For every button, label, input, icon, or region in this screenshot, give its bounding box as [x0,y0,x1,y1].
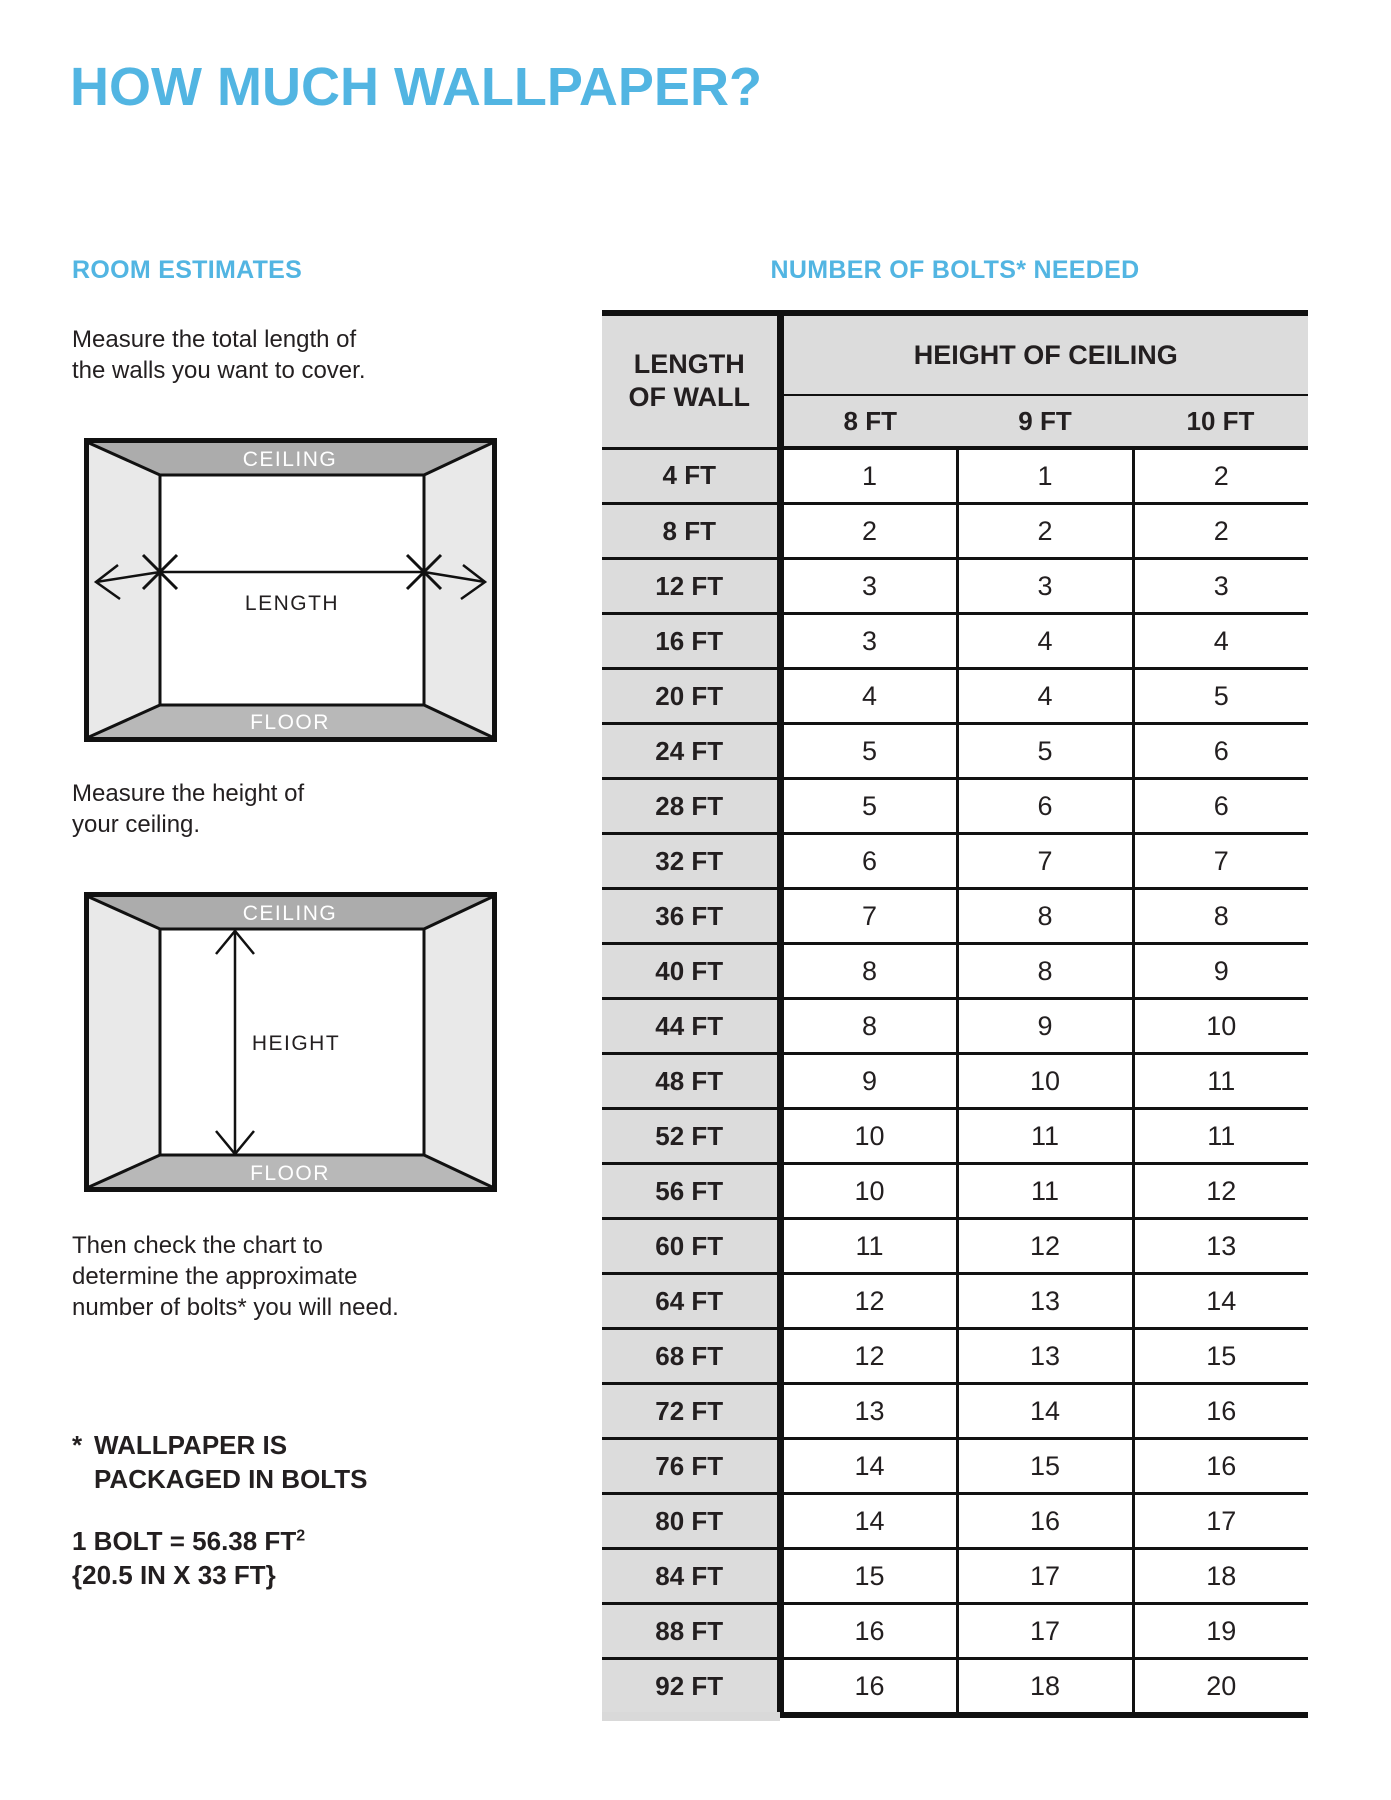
bolts-10ft-cell: 3 [1133,559,1308,614]
bolts-10ft-cell: 13 [1133,1219,1308,1274]
wall-length-label: 92 FT [602,1659,780,1716]
wall-length-label: 64 FT [602,1274,780,1329]
footnote-line1: WALLPAPER IS [94,1430,288,1460]
wall-length-label: 84 FT [602,1549,780,1604]
bolts-8ft-cell: 8 [780,944,957,999]
page-title: HOW MUCH WALLPAPER? [70,57,762,117]
col-header-8ft: 8 FT [780,395,957,448]
height-room-diagram [84,892,497,1192]
bolts-8ft-cell: 10 [780,1164,957,1219]
bolts-9ft-cell: 5 [957,724,1133,779]
bolts-10ft-cell: 6 [1133,779,1308,834]
step2-text [72,778,304,840]
bolts-table [602,310,1308,1718]
bolts-10ft-cell: 12 [1133,1164,1308,1219]
wall-length-label: 68 FT [602,1329,780,1384]
wall-length-label: 32 FT [602,834,780,889]
table-row [602,724,1308,779]
bolts-8ft-cell: 12 [780,1329,957,1384]
step3-line3: number of bolts* you will need. [72,1294,399,1321]
wall-length-label: 36 FT [602,889,780,944]
table-row [602,559,1308,614]
bolts-9ft-cell: 15 [957,1439,1133,1494]
table-row [602,448,1308,504]
wall-length-label: 60 FT [602,1219,780,1274]
col-header-10ft: 10 FT [1133,395,1308,448]
table-row [602,1659,1308,1716]
wall-length-label: 40 FT [602,944,780,999]
bolt-info [72,1524,305,1592]
bolts-9ft-cell: 10 [957,1054,1133,1109]
footnote-line2: PACKAGED IN BOLTS [94,1464,368,1494]
bolts-9ft-cell: 12 [957,1219,1133,1274]
bolts-10ft-cell: 5 [1133,669,1308,724]
table-row [602,779,1308,834]
col-header-9ft: 9 FT [957,395,1133,448]
bolts-10ft-cell: 7 [1133,834,1308,889]
bolts-8ft-cell: 1 [780,448,957,504]
bolts-8ft-cell: 6 [780,834,957,889]
ceiling-label: CEILING [242,902,338,925]
bolts-8ft-cell: 13 [780,1384,957,1439]
bolt-dimensions: {20.5 IN X 33 FT} [72,1560,276,1590]
bolts-9ft-cell: 4 [957,614,1133,669]
bolt-equation [72,1524,305,1558]
bolts-10ft-cell: 16 [1133,1384,1308,1439]
bolts-10ft-cell: 15 [1133,1329,1308,1384]
bolts-9ft-cell: 2 [957,504,1133,559]
wall-length-label: 48 FT [602,1054,780,1109]
wall-length-label: 16 FT [602,614,780,669]
table-row [602,944,1308,999]
floor-label: FLOOR [250,1162,330,1185]
table-row [602,1494,1308,1549]
bolts-9ft-cell: 11 [957,1109,1133,1164]
row-axis-header [602,313,780,448]
bolts-8ft-cell: 9 [780,1054,957,1109]
table-row [602,614,1308,669]
bolts-10ft-cell: 14 [1133,1274,1308,1329]
bolts-10ft-cell: 17 [1133,1494,1308,1549]
bolts-8ft-cell: 3 [780,614,957,669]
length-dimension-label: LENGTH [244,592,340,615]
bolts-9ft-cell: 17 [957,1549,1133,1604]
table-row [602,1164,1308,1219]
bolts-table-container [602,310,1308,1718]
table-row [602,889,1308,944]
table-row [602,1604,1308,1659]
bolts-9ft-cell: 6 [957,779,1133,834]
bolts-table-body [602,448,1308,1715]
bolts-9ft-cell: 18 [957,1659,1133,1716]
bolts-8ft-cell: 8 [780,999,957,1054]
bolts-10ft-cell: 11 [1133,1109,1308,1164]
bolts-10ft-cell: 10 [1133,999,1308,1054]
table-row [602,1109,1308,1164]
step2-line1: Measure the height of [72,780,305,807]
bolts-10ft-cell: 8 [1133,889,1308,944]
bolts-8ft-cell: 2 [780,504,957,559]
table-row [602,834,1308,889]
bolts-8ft-cell: 5 [780,779,957,834]
bolts-table-heading: NUMBER OF BOLTS* NEEDED [770,256,1140,284]
bolts-10ft-cell: 6 [1133,724,1308,779]
footnote-asterisk: * [72,1430,83,1460]
bolt-equation-exponent: 2 [296,1527,306,1545]
table-row [602,1439,1308,1494]
bolts-9ft-cell: 8 [957,944,1133,999]
left-wall-plane [89,897,160,1187]
wall-length-label: 28 FT [602,779,780,834]
bolts-9ft-cell: 8 [957,889,1133,944]
row-axis-line2: OF WALL [628,382,750,413]
bolts-10ft-cell: 19 [1133,1604,1308,1659]
step2-line2: your ceiling. [72,811,201,838]
bolts-9ft-cell: 7 [957,834,1133,889]
length-room-diagram [84,438,497,742]
wall-length-label: 56 FT [602,1164,780,1219]
wall-length-label: 8 FT [602,504,780,559]
bolts-10ft-cell: 2 [1133,448,1308,504]
bolts-9ft-cell: 11 [957,1164,1133,1219]
bolts-8ft-cell: 4 [780,669,957,724]
bolts-10ft-cell: 11 [1133,1054,1308,1109]
bolts-8ft-cell: 3 [780,559,957,614]
wall-length-label: 72 FT [602,1384,780,1439]
room-estimates-heading: ROOM ESTIMATES [72,256,303,284]
bolt-equation-base: 1 BOLT = 56.38 FT [72,1526,297,1556]
bolts-9ft-cell: 13 [957,1274,1133,1329]
bolts-10ft-cell: 9 [1133,944,1308,999]
height-dimension-label: HEIGHT [251,1032,341,1055]
bolts-8ft-cell: 12 [780,1274,957,1329]
bolts-9ft-cell: 1 [957,448,1133,504]
table-row [602,1549,1308,1604]
table-row [602,1219,1308,1274]
wall-length-label: 4 FT [602,448,780,504]
table-footer-strip [602,1712,780,1721]
bolts-8ft-cell: 16 [780,1604,957,1659]
bolts-10ft-cell: 16 [1133,1439,1308,1494]
bolts-8ft-cell: 14 [780,1494,957,1549]
bolts-9ft-cell: 14 [957,1384,1133,1439]
floor-label: FLOOR [250,711,330,734]
col-axis-header: HEIGHT OF CEILING [780,313,1308,395]
bolts-8ft-cell: 5 [780,724,957,779]
back-wall [160,475,424,705]
bolts-10ft-cell: 2 [1133,504,1308,559]
wallpaper-footnote [72,1428,367,1496]
wall-length-label: 88 FT [602,1604,780,1659]
wall-length-label: 52 FT [602,1109,780,1164]
height-room-diagram-svg [84,892,497,1192]
bolts-10ft-cell: 4 [1133,614,1308,669]
table-row [602,1054,1308,1109]
bolts-9ft-cell: 3 [957,559,1133,614]
table-row [602,1329,1308,1384]
step1-text [72,324,365,386]
step1-line1: Measure the total length of [72,326,357,353]
bolts-8ft-cell: 7 [780,889,957,944]
table-row [602,504,1308,559]
wall-length-label: 24 FT [602,724,780,779]
bolts-10ft-cell: 20 [1133,1659,1308,1716]
step3-line1: Then check the chart to [72,1232,323,1259]
bolts-8ft-cell: 14 [780,1439,957,1494]
bolts-9ft-cell: 9 [957,999,1133,1054]
ceiling-label: CEILING [242,448,338,471]
bolts-9ft-cell: 16 [957,1494,1133,1549]
bolts-8ft-cell: 11 [780,1219,957,1274]
row-axis-line1: LENGTH [633,349,745,380]
step1-line2: the walls you want to cover. [72,357,366,384]
step3-text [72,1230,399,1323]
right-wall-plane [424,443,492,737]
length-room-diagram-svg [84,438,497,742]
wall-length-label: 12 FT [602,559,780,614]
bolts-10ft-cell: 18 [1133,1549,1308,1604]
table-row [602,999,1308,1054]
step3-line2: determine the approximate [72,1263,358,1290]
bolts-8ft-cell: 15 [780,1549,957,1604]
bolts-9ft-cell: 4 [957,669,1133,724]
bolts-8ft-cell: 16 [780,1659,957,1716]
right-wall-plane [424,897,492,1187]
wall-length-label: 44 FT [602,999,780,1054]
bolts-9ft-cell: 17 [957,1604,1133,1659]
bolts-8ft-cell: 10 [780,1109,957,1164]
bolts-9ft-cell: 13 [957,1329,1133,1384]
left-wall-plane [89,443,160,737]
wall-length-label: 76 FT [602,1439,780,1494]
table-row [602,1274,1308,1329]
table-row [602,669,1308,724]
wall-length-label: 20 FT [602,669,780,724]
table-row [602,1384,1308,1439]
wall-length-label: 80 FT [602,1494,780,1549]
